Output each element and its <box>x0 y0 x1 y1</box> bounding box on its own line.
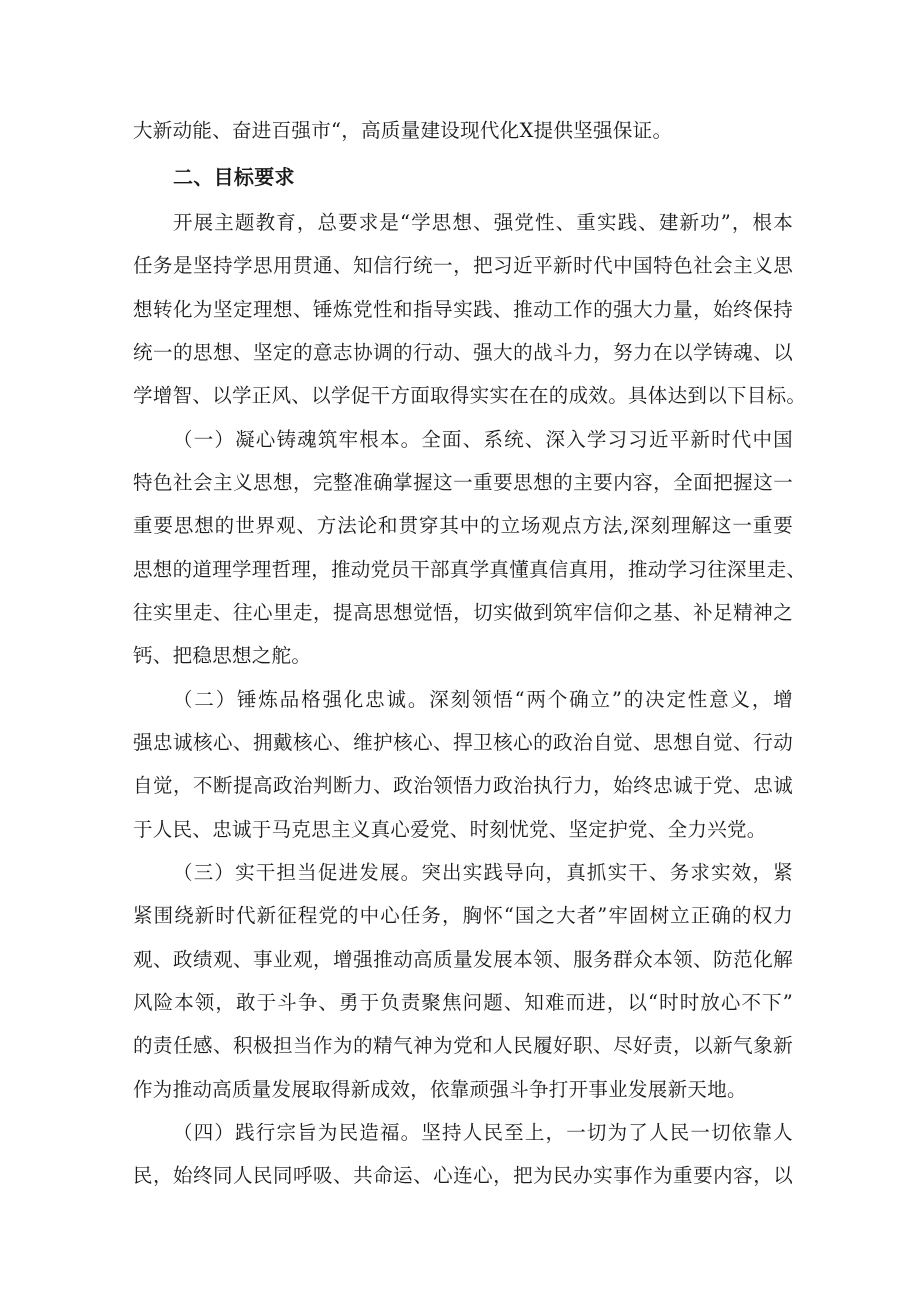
text-line: 往实里走、往心里走，提高思想觉悟，切实做到筑牢信仰之基、补足精神之 <box>133 601 793 624</box>
text-line: 观、政绩观、事业观，增强推动高质量发展本领、服务群众本领、防范化解 <box>133 948 793 971</box>
text-line: 学增智、以学正风、以学促干方面取得实实在在的成效。具体达到以下目标。 <box>133 384 807 407</box>
text-line: 特色社会主义思想，完整准确掌握这一重要思想的主要内容，全面把握这一 <box>133 471 793 494</box>
text-line: 思想的道理学理哲理，推动党员干部真学真懂真信真用，推动学习往深里走、 <box>133 558 807 581</box>
text-line: 统一的思想、坚定的意志协调的行动、强大的战斗力，努力在以学铸魂、以 <box>133 341 793 364</box>
text-line: 大新动能、奋进百强市“，高质量建设现代化X提供坚强保证。 <box>133 119 673 142</box>
text-line: 强忠诚核心、拥戴核心、维护核心、捍卫核心的政治自觉、思想自觉、行动 <box>133 731 793 754</box>
text-line: 民，始终同人民同呼吸、共命运、心连心，把为民办实事作为重要内容，以 <box>133 1164 793 1187</box>
text-line: 自觉，不断提高政治判断力、政治领悟力政治执行力，始终忠诚于党、忠诚 <box>133 774 793 797</box>
text-line: 于人民、忠诚于马克思主义真心爱党、时刻忧党、坚定护党、全力兴党。 <box>133 818 767 841</box>
text-line: 风险本领，敢于斗争、勇于负责聚焦问题、知难而进，以“时时放心不下” <box>133 991 793 1014</box>
text-line: （三）实干担当促进发展。突出实践导向，真抓实干、务求实效，紧 <box>173 861 793 884</box>
text-line: 重要思想的世界观、方法论和贯穿其中的立场观点方法,深刻理解这一重要 <box>133 514 793 537</box>
text-line: （一）凝心铸魂筑牢根本。全面、系统、深入学习习近平新时代中国 <box>173 428 793 451</box>
text-line: 钙、把稳思想之舵。 <box>133 644 312 667</box>
text-line: 想转化为坚定理想、锤炼党性和指导实践、推动工作的强大力量，始终保持 <box>133 298 793 321</box>
text-line: （四）践行宗旨为民造福。坚持人民至上，一切为了人民一切依靠人 <box>173 1121 793 1144</box>
section-heading: 二、目标要求 <box>173 165 295 189</box>
text-line: 任务是坚持学思用贯通、知信行统一，把习近平新时代中国特色社会主义思 <box>133 254 793 277</box>
text-line: 的责任感、积极担当作为的精气神为党和人民履好职、尽好责，以新气象新 <box>133 1034 793 1057</box>
text-line: 开展主题教育，总要求是“学思想、强党性、重实践、建新功”，根本 <box>173 211 793 234</box>
text-line: 紧围绕新时代新征程党的中心任务，胸怀“国之大者”牢固树立正确的权力 <box>133 904 793 927</box>
text-line: 作为推动高质量发展取得新成效，依靠顽强斗争打开事业发展新天地。 <box>133 1078 747 1101</box>
text-line: （二）锤炼品格强化忠诚。深刻领悟“两个确立”的决定性意义，增 <box>173 688 793 711</box>
